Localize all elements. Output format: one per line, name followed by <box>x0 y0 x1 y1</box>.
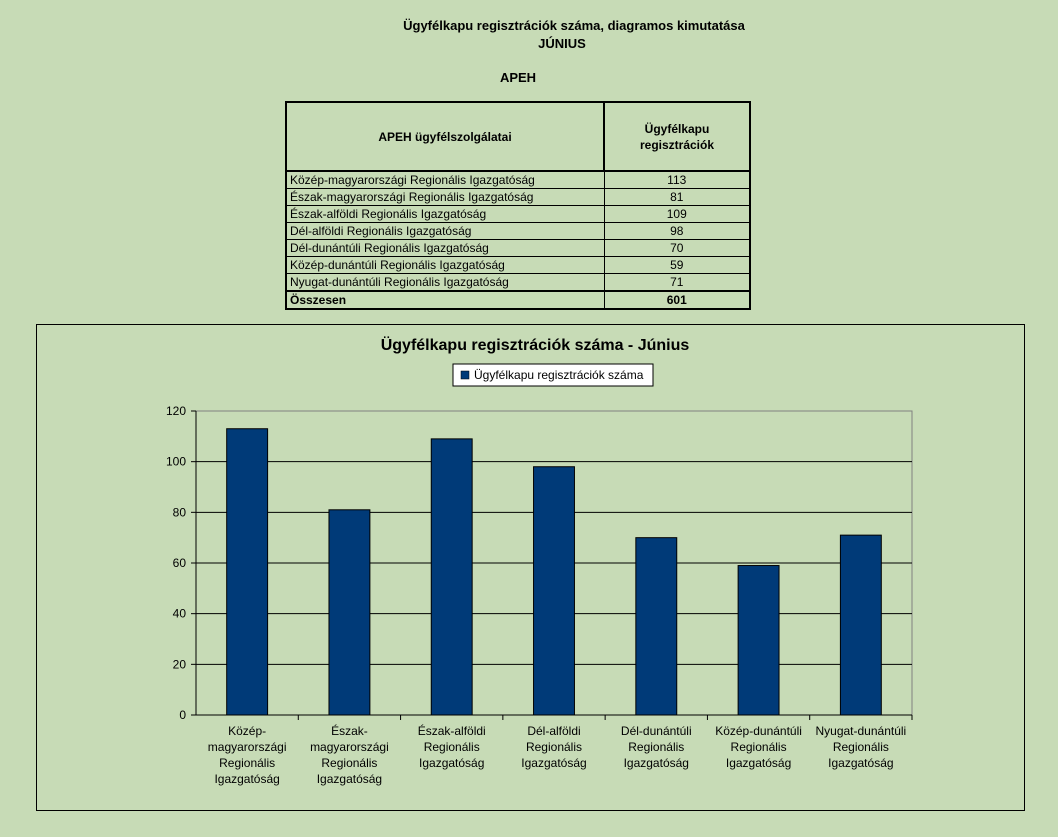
table-row <box>286 171 750 189</box>
x-tick-label-line: Észak- <box>331 724 368 738</box>
table-row <box>286 257 750 274</box>
x-tick-label <box>208 724 287 786</box>
total-value: 601 <box>604 291 750 309</box>
table-row <box>286 206 750 223</box>
x-tick-label-line: Észak-alföldi <box>417 724 486 738</box>
office-value: 113 <box>604 171 750 189</box>
y-tick-label: 60 <box>172 556 186 570</box>
x-tick-label <box>815 724 906 770</box>
x-tick-label-line: Regionális <box>525 740 583 754</box>
bar <box>636 538 677 715</box>
office-name: Közép-magyarországi Regionális Igazgatóság <box>286 171 604 189</box>
x-tick-label-line: Közép- <box>228 724 267 738</box>
x-tick-label-line: Igazgatóság <box>828 756 894 770</box>
x-tick-label <box>418 723 486 770</box>
y-tick-label: 120 <box>165 404 186 418</box>
legend-label: Ügyfélkapu regisztrációk száma <box>474 368 644 382</box>
table-row <box>286 223 750 240</box>
x-tick-label-line: Dél-dunántúli <box>620 724 692 738</box>
y-tick-label: 20 <box>172 657 186 672</box>
legend-swatch <box>461 371 469 379</box>
x-tick-label-line: Regionális <box>219 756 276 770</box>
table-header-registrations <box>604 102 750 171</box>
y-axis <box>166 404 196 722</box>
office-name: Észak-magyarországi Regionális Igazgatóság <box>286 189 604 206</box>
y-tick-label: 40 <box>172 606 186 621</box>
x-tick-label-line: Igazgatóság <box>419 756 485 770</box>
table-total-row <box>286 291 750 309</box>
x-tick-label-line: Igazgatóság <box>623 756 689 770</box>
office-name: Dél-dunántúli Regionális Igazgatóság <box>286 240 604 257</box>
total-label: Összesen <box>286 291 604 309</box>
x-tick-label <box>310 723 389 786</box>
bar <box>227 429 268 715</box>
report-org: APEH <box>499 70 537 85</box>
office-value: 81 <box>604 189 750 206</box>
office-value: 59 <box>604 257 750 274</box>
table-row <box>286 240 750 257</box>
bar <box>329 510 370 715</box>
report-title: Ügyfélkapu regisztrációk száma, diagramos kimutatása <box>403 18 745 33</box>
x-tick-label-line: magyarországi <box>207 740 287 754</box>
x-tick-label-line: Regionális <box>730 740 787 754</box>
chart-container <box>36 324 1025 811</box>
y-tick-label: 100 <box>165 454 186 469</box>
x-tick-label-line: Igazgatóság <box>521 756 587 770</box>
bar-chart <box>37 325 1024 810</box>
x-tick-label-line: magyarországi <box>310 740 389 754</box>
table-body <box>286 171 750 309</box>
office-name: Nyugat-dunántúli Regionális Igazgatóság <box>286 274 604 292</box>
office-name: Dél-alföldi Regionális Igazgatóság <box>286 223 604 240</box>
office-value: 70 <box>604 240 750 257</box>
x-axis <box>196 715 912 786</box>
chart-legend <box>453 364 653 386</box>
x-tick-label-line: Igazgatóság <box>316 772 383 786</box>
table-header-registrations-line2: regisztrációk <box>639 137 715 152</box>
office-name: Közép-dunántúli Regionális Igazgatóság <box>286 257 604 274</box>
office-name: Észak-alföldi Regionális Igazgatóság <box>286 206 604 223</box>
x-tick-label-line: Igazgatóság <box>214 772 280 786</box>
x-tick-label-line: Regionális <box>423 740 480 754</box>
registrations-table <box>285 101 751 310</box>
x-tick-label-line: Regionális <box>832 740 889 754</box>
x-tick-label-line: Regionális <box>628 740 685 754</box>
bar <box>534 467 575 715</box>
y-tick-label: 0 <box>179 708 186 722</box>
table-row <box>286 274 750 292</box>
table-row <box>286 189 750 206</box>
x-tick-label-line: Regionális <box>321 756 378 770</box>
chart-title: Ügyfélkapu regisztrációk száma - Június <box>380 337 690 354</box>
office-value: 71 <box>604 274 750 292</box>
x-tick-label-line: Igazgatóság <box>725 756 792 770</box>
table-header-offices: APEH ügyfélszolgálatai <box>286 102 604 171</box>
report-month: JÚNIUS <box>538 36 586 51</box>
bar <box>840 535 881 715</box>
y-tick-label: 80 <box>172 505 186 520</box>
x-tick-label <box>621 724 692 770</box>
bar <box>431 439 472 715</box>
x-tick-label <box>715 724 802 770</box>
bar <box>738 566 779 715</box>
table-header-registrations-line1: Ügyfélkapu <box>644 121 710 136</box>
x-tick-label-line: Nyugat-dunántúli <box>815 724 907 738</box>
x-tick-label-line: Dél-alföldi <box>527 724 581 738</box>
office-value: 98 <box>604 223 750 240</box>
x-tick-label <box>521 724 586 770</box>
x-tick-label-line: Közép-dunántúli <box>715 724 802 738</box>
office-value: 109 <box>604 206 750 223</box>
